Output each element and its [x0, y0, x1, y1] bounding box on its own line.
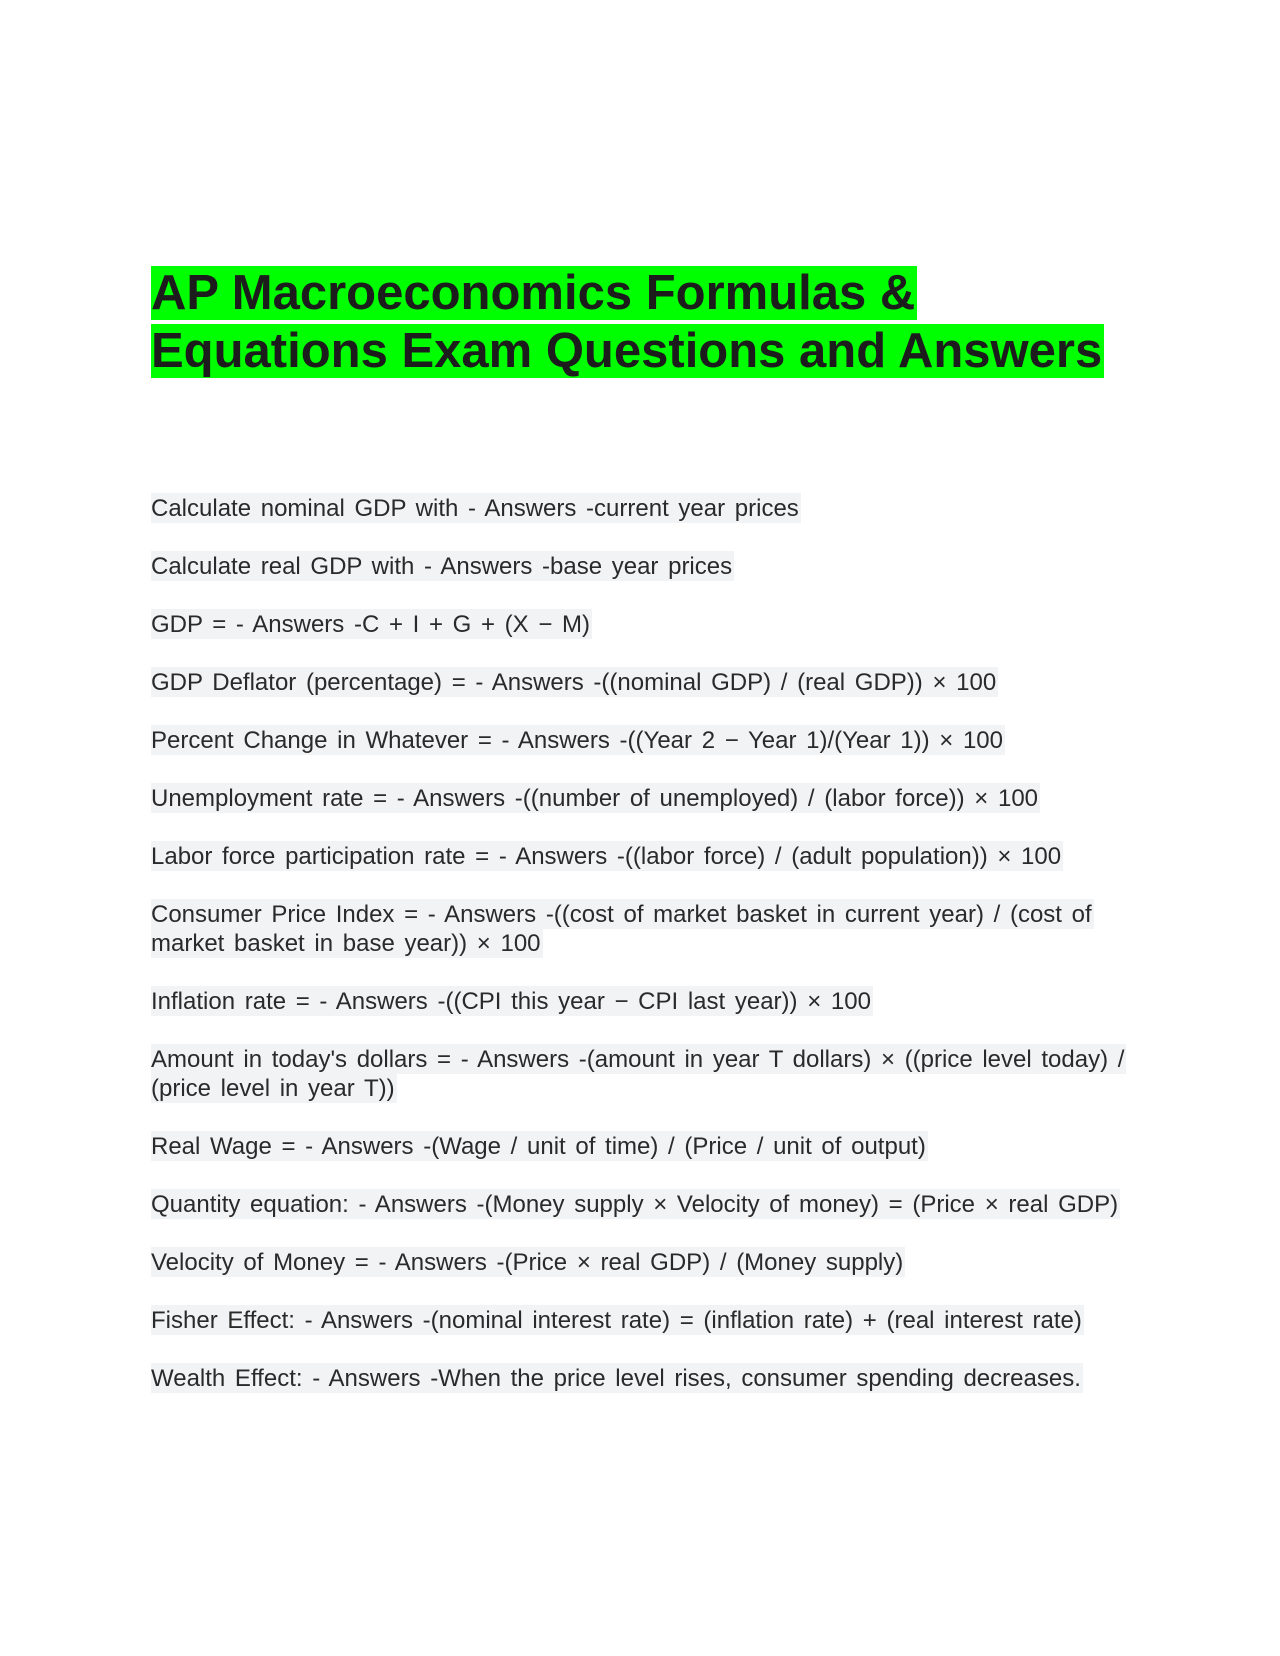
qa-item: [151, 1306, 1141, 1335]
qa-text: Calculate real GDP with - Answers -base year prices: [151, 553, 733, 580]
qa-item: [151, 1190, 1141, 1219]
document-title: [151, 264, 1151, 380]
qa-text: Quantity equation: - Answers -(Money supply × Velocity of money) = (Price × real GDP): [151, 1191, 1119, 1218]
qa-item: [151, 668, 1141, 697]
qa-list: [151, 494, 1141, 1422]
qa-item: [151, 987, 1141, 1016]
qa-text: Amount in today's dollars = - Answers -(amount in year T dollars) × ((price level today) / (price level in year T)): [151, 1046, 1125, 1102]
qa-item: [151, 900, 1141, 958]
qa-text: Consumer Price Index = - Answers -((cost of market basket in current year) / (cost of market basket in base year)) × 100: [151, 901, 1092, 957]
qa-text: Inflation rate = - Answers -((CPI this year − CPI last year)) × 100: [151, 988, 871, 1015]
qa-item: [151, 842, 1141, 871]
qa-item: [151, 1248, 1141, 1277]
qa-item: [151, 726, 1141, 755]
qa-text: Velocity of Money = - Answers -(Price × real GDP) / (Money supply): [151, 1249, 904, 1276]
qa-text: Real Wage = - Answers -(Wage / unit of time) / (Price / unit of output): [151, 1133, 926, 1160]
qa-text: Wealth Effect: - Answers -When the price level rises, consumer spending decreases.: [151, 1365, 1081, 1392]
qa-item: [151, 610, 1141, 639]
qa-text: GDP Deflator (percentage) = - Answers -((nominal GDP) / (real GDP)) × 100: [151, 669, 997, 696]
qa-item: [151, 1045, 1141, 1103]
qa-item: [151, 1132, 1141, 1161]
qa-item: [151, 1364, 1141, 1393]
qa-text: Unemployment rate = - Answers -((number of unemployed) / (labor force)) × 100: [151, 785, 1039, 812]
qa-text: Percent Change in Whatever = - Answers -((Year 2 − Year 1)/(Year 1)) × 100: [151, 727, 1003, 754]
qa-text: Calculate nominal GDP with - Answers -current year prices: [151, 495, 799, 522]
qa-text: GDP = - Answers -C + I + G + (X − M): [151, 611, 591, 638]
qa-text: Labor force participation rate = - Answers -((labor force) / (adult population)) × 100: [151, 843, 1062, 870]
qa-text: Fisher Effect: - Answers -(nominal interest rate) = (inflation rate) + (real interest rate): [151, 1307, 1082, 1334]
document-title-text: AP Macroeconomics Formulas & Equations Exam Questions and Answers: [151, 266, 1103, 378]
qa-item: [151, 784, 1141, 813]
qa-item: [151, 552, 1141, 581]
qa-item: [151, 494, 1141, 523]
